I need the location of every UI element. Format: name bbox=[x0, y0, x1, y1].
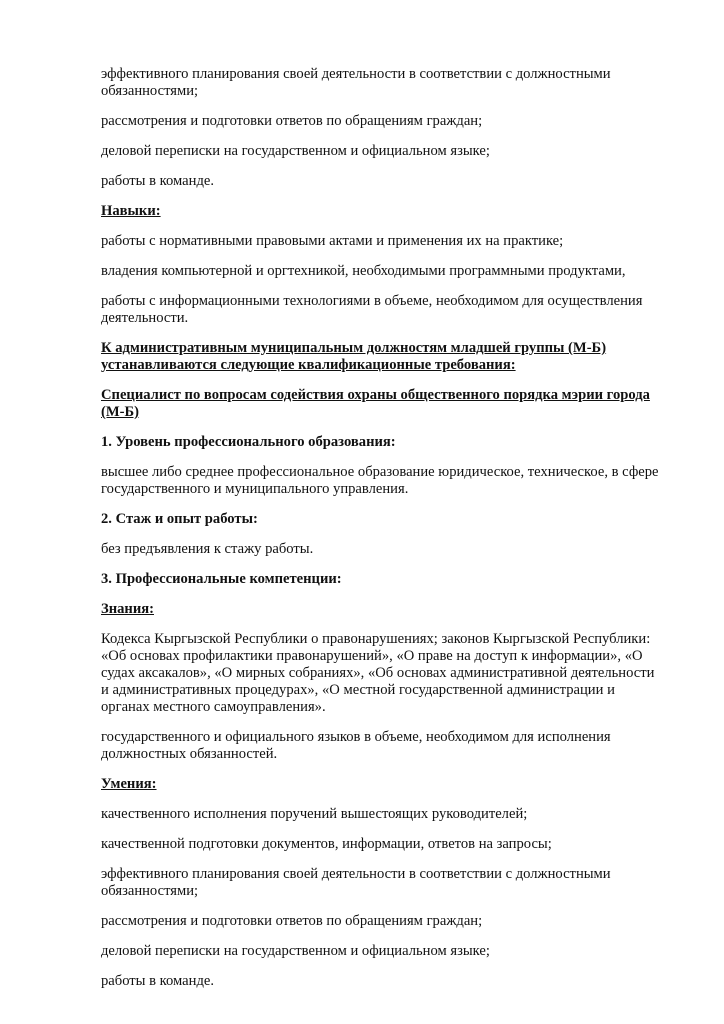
paragraph: Кодекса Кыргызской Республики о правонарушениях; законов Кыргызской Республики: «Об основах профилактики правонарушений», «О праве на доступ к информации», «О судах аксакалов», «О мирных собраниях», «Об основах административной деятельности и административных процедурах», «О местной государственной администрации и органах местного самоуправления». bbox=[101, 631, 655, 715]
section-heading-requirements: К административным муниципальным должностям младшей группы (М-Б) устанавливаются следующие квалификационные требования: bbox=[101, 340, 607, 373]
paragraph: эффективного планирования своей деятельности в соответствии с должностными обязанностями; bbox=[101, 866, 611, 899]
section-heading-skills: Навыки: bbox=[101, 203, 161, 219]
position-title: Специалист по вопросам содействия охраны общественного порядка мэрии города (М-Б) bbox=[101, 387, 650, 420]
paragraph: качественного исполнения поручений вышестоящих руководителей; bbox=[101, 806, 528, 822]
paragraph: работы в команде. bbox=[101, 973, 215, 989]
paragraph: высшее либо среднее профессиональное образование юридическое, техническое, в сфере государственного и муниципального управления. bbox=[101, 464, 659, 497]
paragraph: деловой переписки на государственном и официальном языке; bbox=[101, 943, 490, 959]
paragraph: эффективного планирования своей деятельности в соответствии с должностными обязанностями; bbox=[101, 66, 611, 99]
paragraph: государственного и официального языков в объеме, необходимом для исполнения должностных обязанностей. bbox=[101, 729, 611, 762]
paragraph: рассмотрения и подготовки ответов по обращениям граждан; bbox=[101, 913, 483, 929]
paragraph: владения компьютерной и оргтехникой, необходимыми программными продуктами, bbox=[101, 263, 626, 279]
paragraph: рассмотрения и подготовки ответов по обращениям граждан; bbox=[101, 113, 483, 129]
section-heading-abilities: Умения: bbox=[101, 776, 157, 792]
paragraph: работы с нормативными правовыми актами и применения их на практике; bbox=[101, 233, 564, 249]
paragraph: работы в команде. bbox=[101, 173, 215, 189]
paragraph: работы с информационными технологиями в объеме, необходимом для осуществления деятельности. bbox=[101, 293, 643, 326]
heading-experience: 2. Стаж и опыт работы: bbox=[101, 511, 258, 527]
heading-education: 1. Уровень профессионального образования: bbox=[101, 434, 396, 450]
paragraph: качественной подготовки документов, информации, ответов на запросы; bbox=[101, 836, 552, 852]
paragraph: деловой переписки на государственном и официальном языке; bbox=[101, 143, 490, 159]
section-heading-knowledge: Знания: bbox=[101, 601, 154, 617]
heading-competencies: 3. Профессиональные компетенции: bbox=[101, 571, 342, 587]
paragraph: без предъявления к стажу работы. bbox=[101, 541, 314, 557]
